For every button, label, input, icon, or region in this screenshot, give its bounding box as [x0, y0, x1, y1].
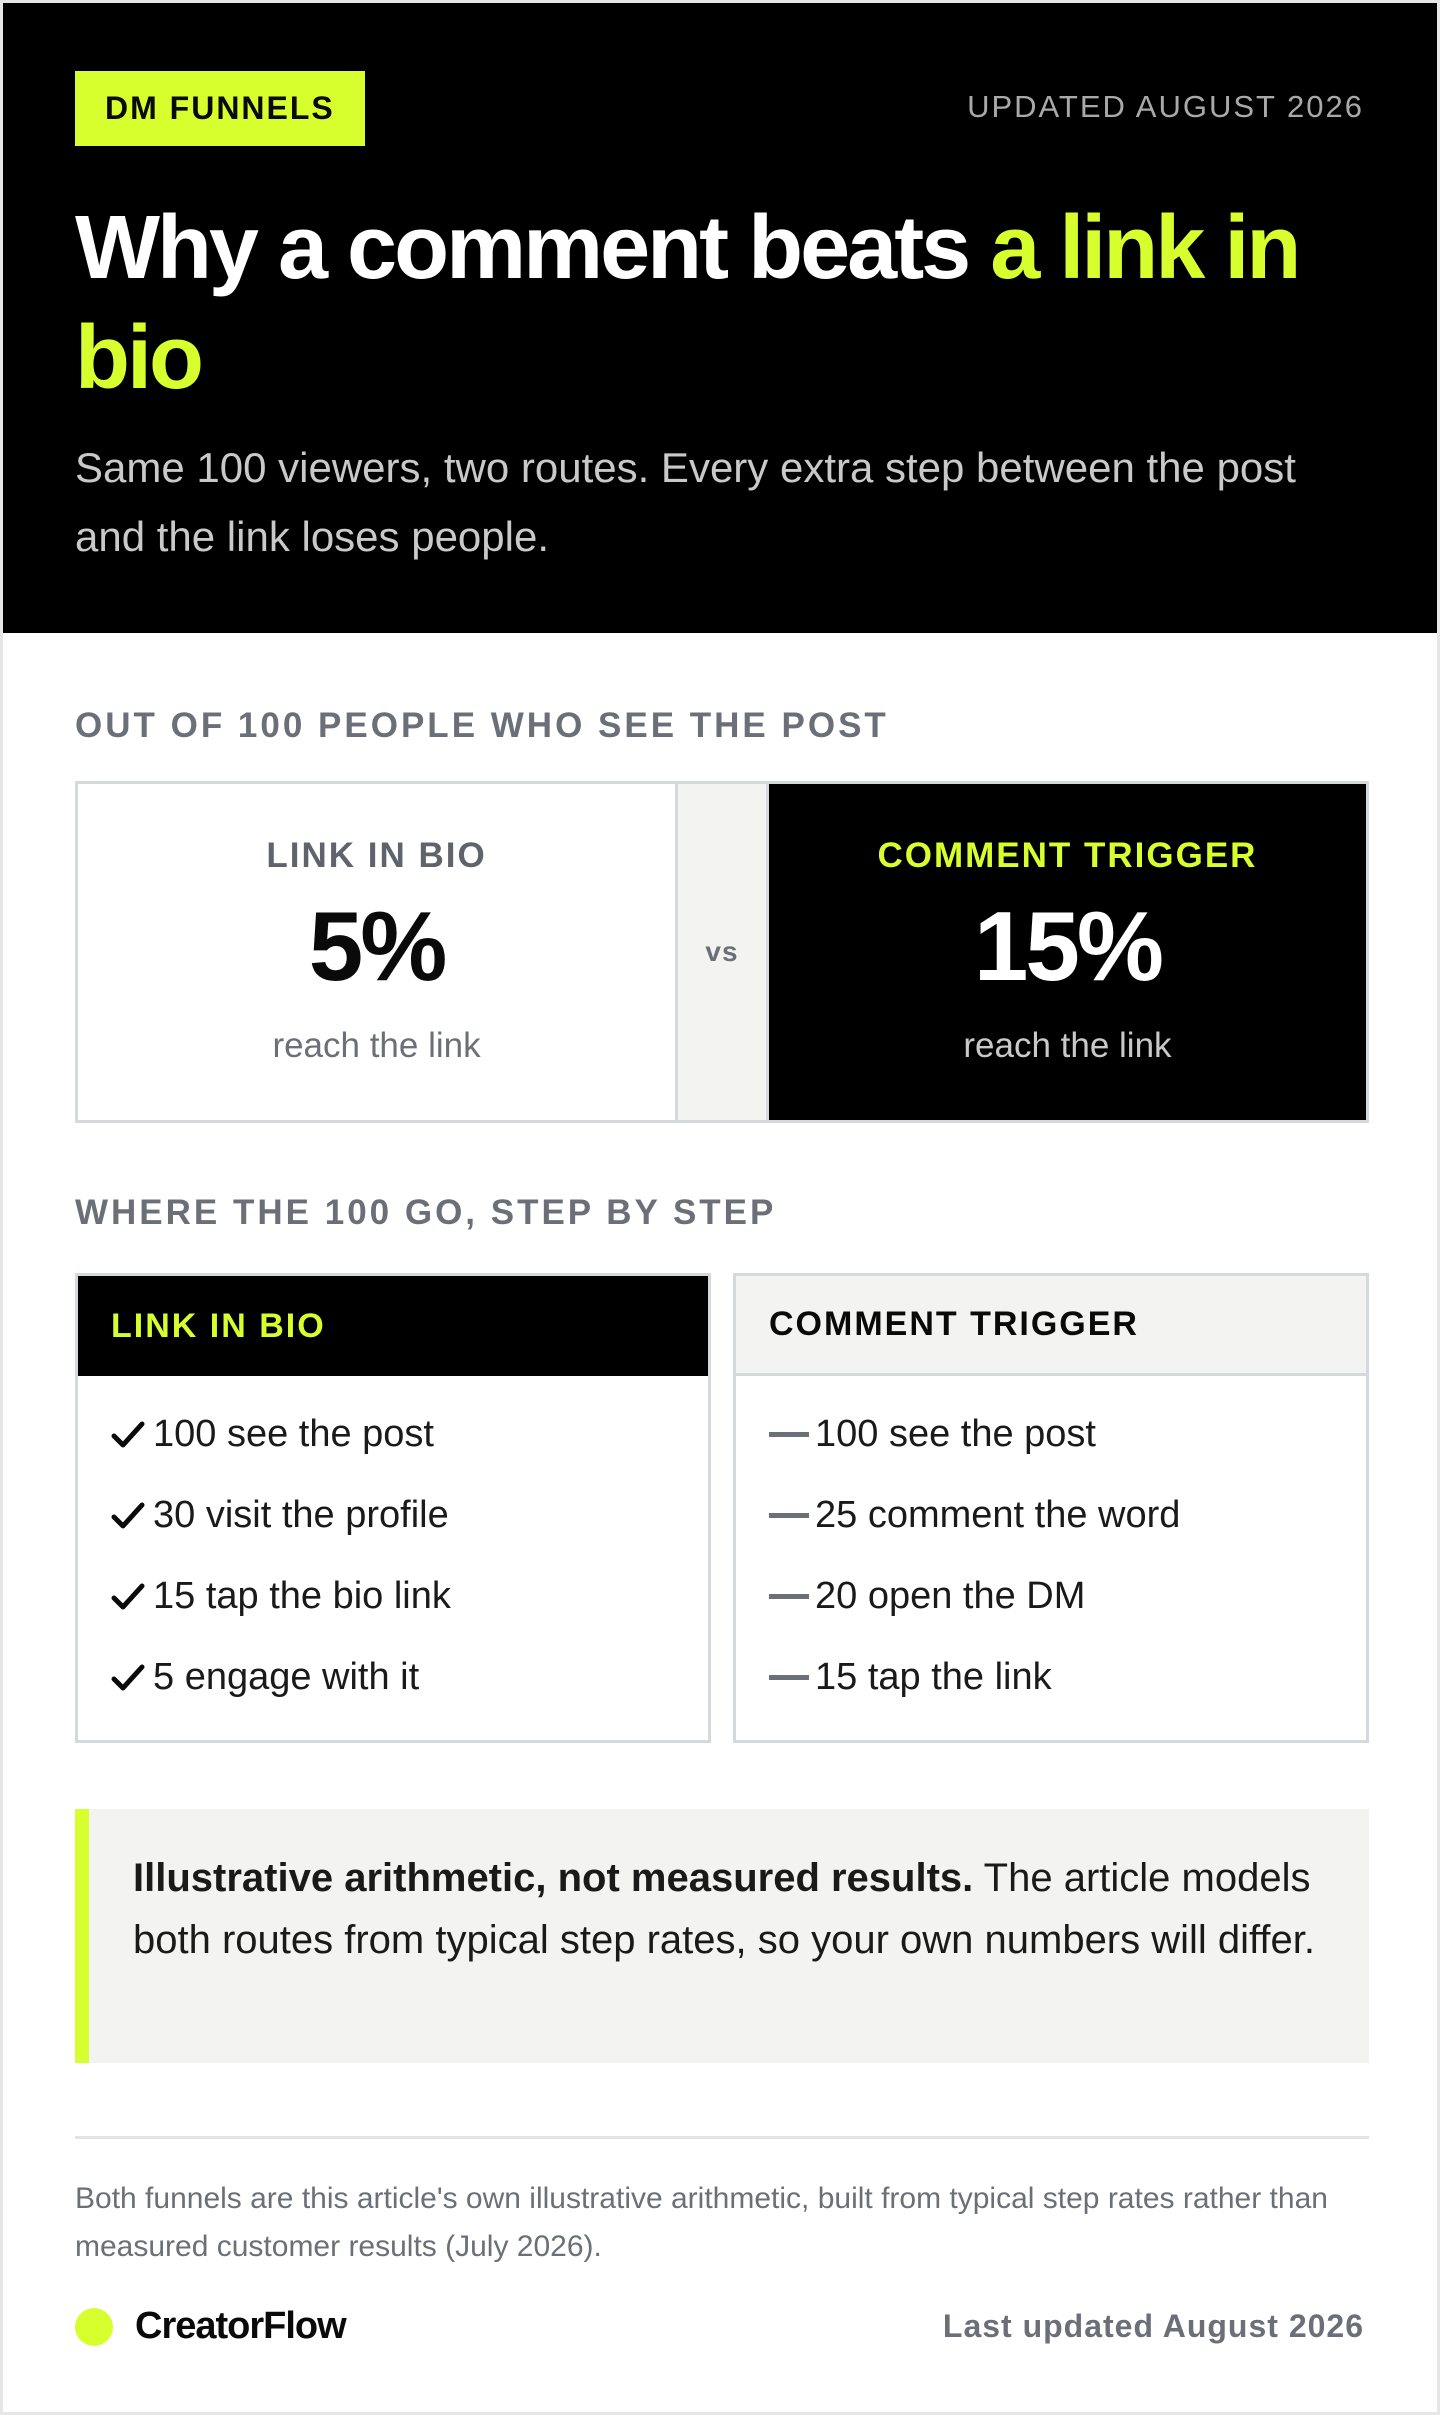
title-main: Why a comment beats — [75, 198, 991, 298]
funnel-step-text: 20 open the DM — [815, 1575, 1086, 1617]
vs-divider: vs — [675, 784, 769, 1120]
funnel-step — [78, 1394, 708, 1475]
comparison-right-caption: reach the link — [963, 1026, 1172, 1065]
comparison-left-value: 5% — [308, 891, 445, 1001]
comparison-panel — [75, 781, 1369, 1123]
funnel-step — [736, 1475, 1366, 1556]
footnote: Both funnels are this article's own illustrative arithmetic, built from typical step rates rather than measured customer results (July 2026). — [75, 2182, 1328, 2263]
comparison-comment-trigger — [769, 784, 1366, 1120]
funnel-left-steps — [78, 1376, 708, 1718]
brand-name: CreatorFlow — [135, 2305, 346, 2347]
page-subtitle: Same 100 viewers, two routes. Every extra step between the post and the link loses people. — [75, 444, 1296, 560]
funnel-comment-trigger — [733, 1273, 1369, 1743]
dash-icon — [769, 1432, 809, 1437]
disclaimer-bold: Illustrative arithmetic, not measured results. — [133, 1856, 974, 1900]
check-icon — [111, 1582, 145, 1612]
check-icon — [111, 1663, 145, 1693]
funnel-step-text: 5 engage with it — [153, 1656, 420, 1698]
last-updated: Last updated August 2026 — [942, 2308, 1364, 2344]
funnel-step — [736, 1556, 1366, 1637]
funnel-step — [78, 1475, 708, 1556]
title-highlight: a link in bio — [75, 198, 1299, 408]
dash-icon — [769, 1594, 809, 1599]
dash-icon — [769, 1675, 809, 1680]
brand-logo — [75, 2305, 346, 2348]
comparison-left-caption: reach the link — [272, 1026, 481, 1065]
check-icon — [111, 1420, 145, 1450]
comparison-right-label: COMMENT TRIGGER — [877, 836, 1258, 875]
funnel-step-text: 25 comment the word — [815, 1494, 1181, 1536]
updated-date: UPDATED AUGUST 2026 — [967, 89, 1364, 124]
disclaimer-note — [75, 1809, 1369, 2063]
funnel-step-text: 30 visit the profile — [153, 1494, 449, 1536]
funnel-right-steps — [736, 1376, 1366, 1718]
comparison-link-in-bio — [78, 784, 675, 1120]
comparison-section-label: OUT OF 100 PEOPLE WHO SEE THE POST — [75, 706, 889, 745]
funnel-step — [736, 1637, 1366, 1718]
disclaimer-text: The article models both routes from typical step rates, so your own numbers will differ. — [133, 1856, 1316, 1962]
funnel-step-text: 100 see the post — [815, 1413, 1096, 1455]
funnel-step-text: 15 tap the link — [815, 1656, 1052, 1698]
funnel-step-text: 15 tap the bio link — [153, 1575, 451, 1617]
funnels-section-label: WHERE THE 100 GO, STEP BY STEP — [75, 1193, 777, 1232]
funnel-link-in-bio — [75, 1273, 711, 1743]
comparison-right-value: 15% — [973, 891, 1162, 1001]
footer-divider — [75, 2136, 1369, 2139]
check-icon — [111, 1501, 145, 1531]
funnel-right-title: COMMENT TRIGGER — [736, 1276, 1366, 1376]
funnel-step — [736, 1394, 1366, 1475]
page-title — [75, 193, 1345, 413]
funnel-step — [78, 1556, 708, 1637]
funnel-step — [78, 1637, 708, 1718]
brand-dot-icon — [75, 2308, 113, 2346]
funnel-step-text: 100 see the post — [153, 1413, 434, 1455]
category-tag: DM FUNNELS — [75, 71, 365, 146]
comparison-left-label: LINK IN BIO — [266, 836, 487, 875]
dash-icon — [769, 1513, 809, 1518]
funnel-left-title: LINK IN BIO — [78, 1276, 708, 1376]
hero-header — [3, 3, 1437, 633]
